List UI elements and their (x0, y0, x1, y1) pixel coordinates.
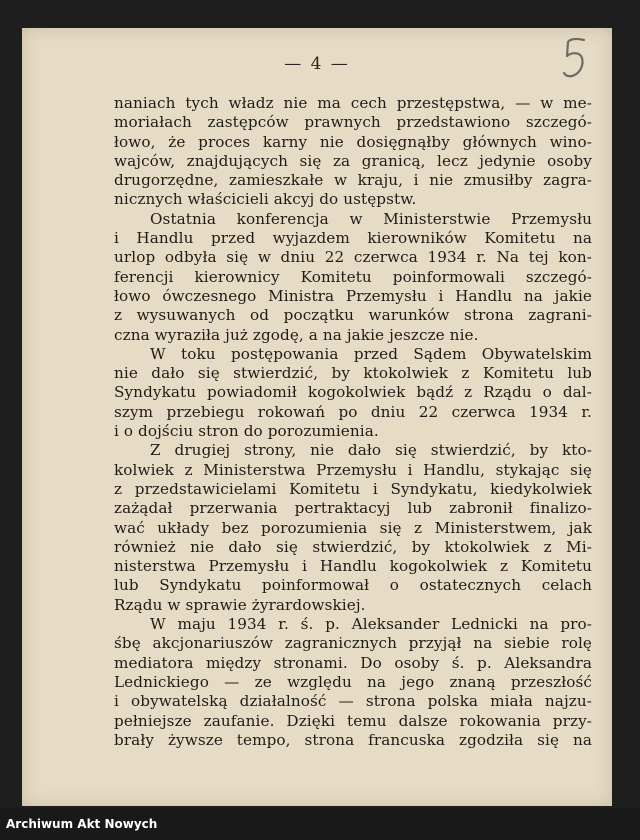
text-line: z wysuwanych od początku warunków strona zagrani- (114, 306, 592, 325)
text-line: i o dojściu stron do porozumienia. (114, 422, 379, 441)
text-line: urlop odbyła się w dniu 22 czerwca 1934 r. Na tej kon- (114, 248, 592, 267)
text-line: Z drugiej strony, nie dało się stwierdzić, by kto- (150, 441, 592, 460)
text-line: wać układy bez porozumienia się z Ministerstwem, jak (114, 518, 592, 537)
text-line: czna wyraziła już zgodę, a na jakie jeszcze nie. (114, 325, 479, 344)
text-line: łowo, że proces karny nie dosięgnąłby głównych wino- (114, 132, 592, 151)
text-line: zażądał przerwania pertraktacyj lub zabronił finalizo- (114, 499, 592, 518)
archive-footer (0, 808, 640, 840)
text-line: nisterstwa Przemysłu i Handlu kogokolwiek z Komitetu (114, 557, 592, 576)
text-line: mediatora między stronami. Do osoby ś. p. Aleksandra (114, 653, 592, 672)
page-number: — 4 — (284, 54, 350, 74)
text-line: Syndykatu powiadomił kogokolwiek bądź z Rządu o dal- (114, 383, 592, 402)
body-text (114, 94, 592, 750)
text-line: ferencji kierownicy Komitetu poinformowali szczegó- (114, 267, 592, 286)
text-line: i Handlu przed wyjazdem kierowników Komitetu na (114, 229, 592, 248)
text-line: Lednickiego — ze względu na jego znaną przeszłość (114, 672, 592, 691)
text-line: drugorzędne, zamieszkałe w kraju, i nie zmusiłby zagra- (114, 171, 592, 190)
archive-name: Archiwum Akt Nowych (6, 817, 158, 831)
document-page (22, 28, 612, 806)
text-line: moriałach zastępców prawnych przedstawiono szczegó- (114, 113, 592, 132)
text-line: również nie dało się stwierdzić, by ktokolwiek z Mi- (114, 537, 592, 556)
text-line: lub Syndykatu poinformował o ostatecznych celach (114, 576, 592, 595)
text-line: i obywatelską działalność — strona polska miała najzu- (114, 692, 592, 711)
text-line: nie dało się stwierdzić, by ktokolwiek z Komitetu lub (114, 364, 592, 383)
text-line: Rządu w sprawie żyrardowskiej. (114, 595, 366, 614)
text-line: kolwiek z Ministerstwa Przemysłu i Handlu, stykając się (114, 460, 592, 479)
text-line: W toku postępowania przed Sądem Obywatelskim (150, 344, 592, 363)
text-line: pełniejsze zaufanie. Dzięki temu dalsze rokowania przy- (114, 711, 592, 730)
text-line: nicznych właścicieli akcyj do ustępstw. (114, 190, 417, 209)
text-line: wajców, znajdujących się za granicą, lecz jedynie osoby (114, 151, 592, 170)
text-line: śbę akcjonariuszów zagranicznych przyjął na siebie rolę (114, 634, 592, 653)
text-line: łowo ówczesnego Ministra Przemysłu i Handlu na jakie (114, 286, 592, 305)
text-line: brały żywsze tempo, strona francuska zgodziła się na (114, 730, 592, 749)
text-line: Ostatnia konferencja w Ministerstwie Przemysłu (150, 209, 592, 228)
text-line: W maju 1934 r. ś. p. Aleksander Lednicki na pro- (150, 615, 592, 634)
text-line: naniach tych władz nie ma cech przestępstwa, — w me- (114, 94, 592, 112)
pencil-page-mark (554, 32, 594, 84)
text-line: z przedstawicielami Komitetu i Syndykatu, kiedykolwiek (114, 479, 592, 498)
text-line: szym przebiegu rokowań po dniu 22 czerwca 1934 r. (114, 402, 592, 421)
